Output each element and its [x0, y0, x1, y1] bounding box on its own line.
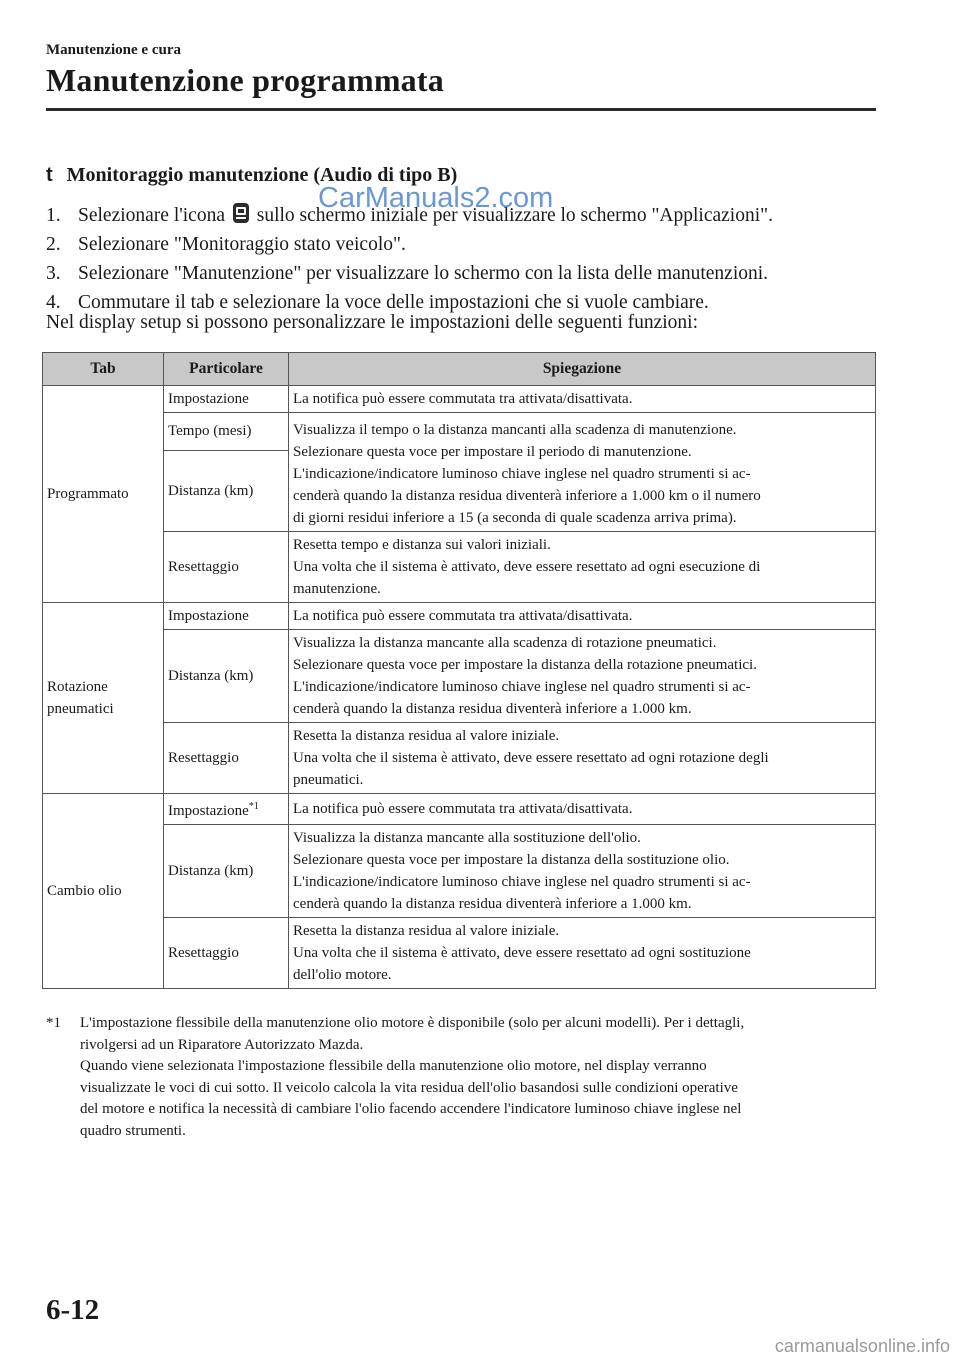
step-item — [46, 201, 886, 230]
step-item — [46, 230, 886, 259]
table-row — [43, 386, 876, 413]
applications-icon — [232, 202, 250, 233]
explanation-cell: Visualizza il tempo o la distanza mancanti alla scadenza di manutenzione. Selezionare questa voce per impostare il periodo di manutenzione. L'indicazione/indicatore luminoso chiave inglese nel quadro strumenti si ac- cenderà quando la distanza residua diventerà inferiore a 1.000 km o il numero di giorni residui inferiore a 15 (a seconda di quale scadenza arriva prima). — [289, 413, 876, 532]
explanation-cell: Visualizza la distanza mancante alla sostituzione dell'olio. Selezionare questa voce per impostare la distanza della sostituzione olio. L'indicazione/indicatore luminoso chiave inglese nel quadro strumenti si ac- cenderà quando la distanza residua diventerà inferiore a 1.000 km. — [289, 825, 876, 918]
step-number: 3. — [46, 263, 61, 284]
step-text: Selezionare l'icona — [78, 205, 225, 226]
explanation-cell: Resetta tempo e distanza sui valori iniziali. Una volta che il sistema è attivato, deve essere resettato ad ogni esecuzione di manutenzione. — [289, 532, 876, 603]
part-cell: Tempo (mesi) — [164, 413, 289, 451]
table-row — [43, 794, 876, 825]
table-row — [43, 918, 876, 989]
header-particolare: Particolare — [164, 353, 289, 386]
explanation-cell: Resetta la distanza residua al valore iniziale. Una volta che il sistema è attivato, deve essere resettato ad ogni sostituzione dell'olio motore. — [289, 918, 876, 989]
section-bullet: t — [46, 164, 53, 186]
table-header-row — [43, 353, 876, 386]
settings-table — [42, 352, 876, 989]
explanation-cell: La notifica può essere commutata tra attivata/disattivata. — [289, 386, 876, 413]
part-cell: Impostazione — [164, 603, 289, 630]
step-text: Commutare il tab e selezionare la voce delle impostazioni che si vuole cambiare. — [78, 292, 709, 313]
explanation-cell: La notifica può essere commutata tra attivata/disattivata. — [289, 603, 876, 630]
part-cell — [164, 794, 289, 825]
part-cell: Distanza (km) — [164, 825, 289, 918]
intro-text: Nel display setup si possono personalizzare le impostazioni delle seguenti funzioni: — [46, 312, 699, 333]
site-watermark: carmanualsonline.info — [774, 1336, 950, 1356]
step-text: Selezionare "Manutenzione" per visualizzare lo schermo con la lista delle manutenzioni. — [78, 263, 769, 284]
steps-list — [46, 201, 886, 317]
part-cell: Resettaggio — [164, 532, 289, 603]
part-cell: Resettaggio — [164, 918, 289, 989]
table-row — [43, 723, 876, 794]
step-number: 4. — [46, 292, 61, 313]
footnote — [46, 1013, 876, 1142]
tab-cell-cambio-olio: Cambio olio — [43, 794, 164, 989]
part-cell: Impostazione — [164, 386, 289, 413]
table-row — [43, 413, 876, 451]
explanation-cell: Resetta la distanza residua al valore iniziale. Una volta che il sistema è attivato, deve essere resettato ad ogni rotazione degli pneumatici. — [289, 723, 876, 794]
part-cell: Distanza (km) — [164, 450, 289, 531]
part-cell: Resettaggio — [164, 723, 289, 794]
title-divider — [46, 108, 876, 111]
part-label: Impostazione — [168, 803, 249, 819]
tab-cell-rotazione: Rotazione pneumatici — [43, 603, 164, 794]
header-spiegazione: Spiegazione — [289, 353, 876, 386]
page-title: Manutenzione programmata — [46, 62, 444, 98]
table-row — [43, 532, 876, 603]
explanation-cell: Visualizza la distanza mancante alla scadenza di rotazione pneumatici. Selezionare questa voce per impostare la distanza della rotazione pneumatici. L'indicazione/indicatore luminoso chiave inglese nel quadro strumenti si ac- cenderà quando la distanza residua diventerà inferiore a 1.000 km. — [289, 630, 876, 723]
table-row — [43, 630, 876, 723]
step-number: 1. — [46, 205, 61, 226]
part-cell: Distanza (km) — [164, 630, 289, 723]
table-row — [43, 603, 876, 630]
footnote-mark: *1 — [46, 1015, 61, 1031]
table-row — [43, 825, 876, 918]
chapter-label: Manutenzione e cura — [46, 42, 181, 58]
page-number: 6-12 — [46, 1294, 100, 1326]
section-title: Monitoraggio manutenzione (Audio di tipo B) — [66, 164, 458, 186]
tab-cell-programmato: Programmato — [43, 386, 164, 603]
step-text: Selezionare "Monitoraggio stato veicolo". — [78, 234, 406, 255]
footnote-ref: *1 — [248, 801, 259, 812]
step-text-continued: sullo schermo iniziale per visualizzare lo schermo "Applicazioni". — [251, 205, 773, 226]
header-tab: Tab — [43, 353, 164, 386]
footnote-text: L'impostazione flessibile della manutenzione olio motore è disponibile (solo per alcuni modelli). Per i dettagli, rivolgersi ad un Riparatore Autorizzato Mazda. Quando viene selezionata l'impostazione flessibile della manutenzione olio motore, nel display verranno visualizzate le voci di cui sotto. Il veicolo calcola la vita residua dell'olio basandosi sulle condizioni operative del motore e notifica la necessità di cambiare l'olio facendo accendere l'indicatore luminoso chiave inglese nel quadro strumenti. — [80, 1015, 745, 1139]
explanation-cell: La notifica può essere commutata tra attivata/disattivata. — [289, 794, 876, 825]
watermark: CarManuals2.com — [318, 182, 554, 214]
step-item — [46, 259, 886, 288]
step-number: 2. — [46, 234, 61, 255]
